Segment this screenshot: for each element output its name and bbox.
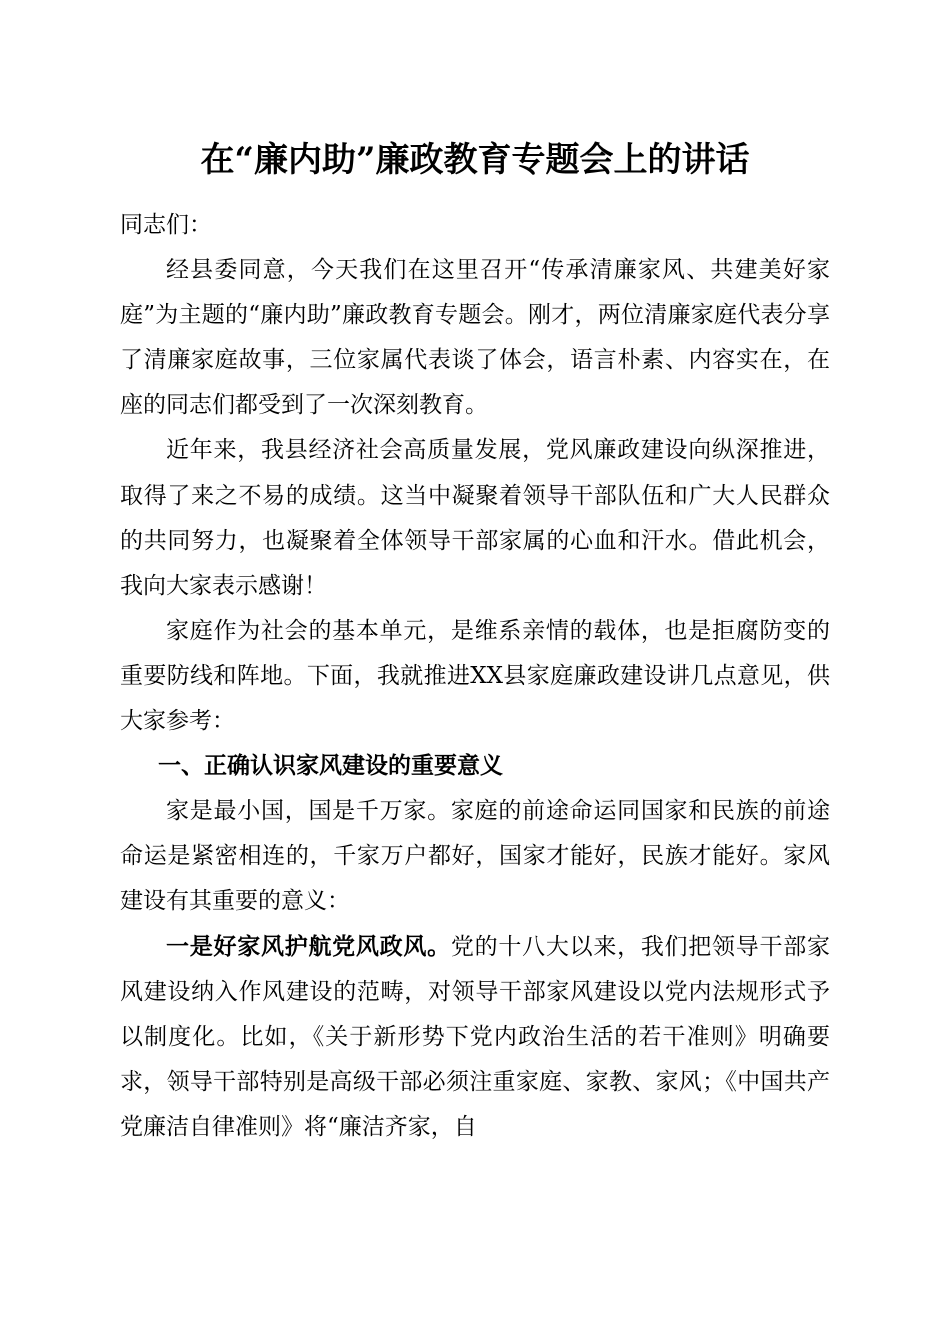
document-body [120, 203, 830, 1150]
document-title: 在“廉内助”廉政教育专题会上的讲话 [200, 140, 750, 180]
paragraph-family-unit: 家庭作为社会的基本单元，是维系亲情的载体，也是拒腐防变的重要防线和阵地。下面，我就推进XX县家庭廉政建设讲几点意见，供大家参考： [120, 617, 830, 735]
paragraph-family-nation: 家是最小国，国是千万家。家庭的前途命运同国家和民族的前途命运是紧密相连的，千家万户都好，国家才能好，民族才能好。家风建设有其重要的意义： [120, 798, 830, 915]
paragraph-point-one [120, 925, 830, 1150]
paragraph-achievements: 近年来，我县经济社会高质量发展，党风廉政建设向纵深推进，取得了来之不易的成绩。这当中凝聚着领导干部队伍和广大人民群众的共同努力，也凝聚着全体领导干部家属的心血和汗水。借此机会，我向大家表示感谢！ [120, 437, 830, 599]
point-one-text: 党的十八大以来，我们把领导干部家风建设纳入作风建设的范畴，对领导干部家风建设以党内法规形式予以制度化。比如，《关于新形势下党内政治生活的若干准则》明确要求，领导干部特别是高级干部必须注重家庭、家教、家风；《中国共产党廉洁自律准则》将“廉洁齐家，自 [120, 933, 831, 1140]
point-one-lead: 一是好家风护航党风政风。 [166, 933, 451, 960]
paragraph-opening: 经县委同意，今天我们在这里召开“传承清廉家风、共建美好家庭”为主题的“廉内助”廉政教育专题会。刚才，两位清廉家庭代表分享了清廉家庭故事，三位家属代表谈了体会，语言朴素、内容实在，在座的同志们都受到了一次深刻教育。 [120, 257, 830, 419]
section-heading: 一、正确认识家风建设的重要意义 [158, 753, 503, 780]
salutation: 同志们： [120, 212, 212, 238]
